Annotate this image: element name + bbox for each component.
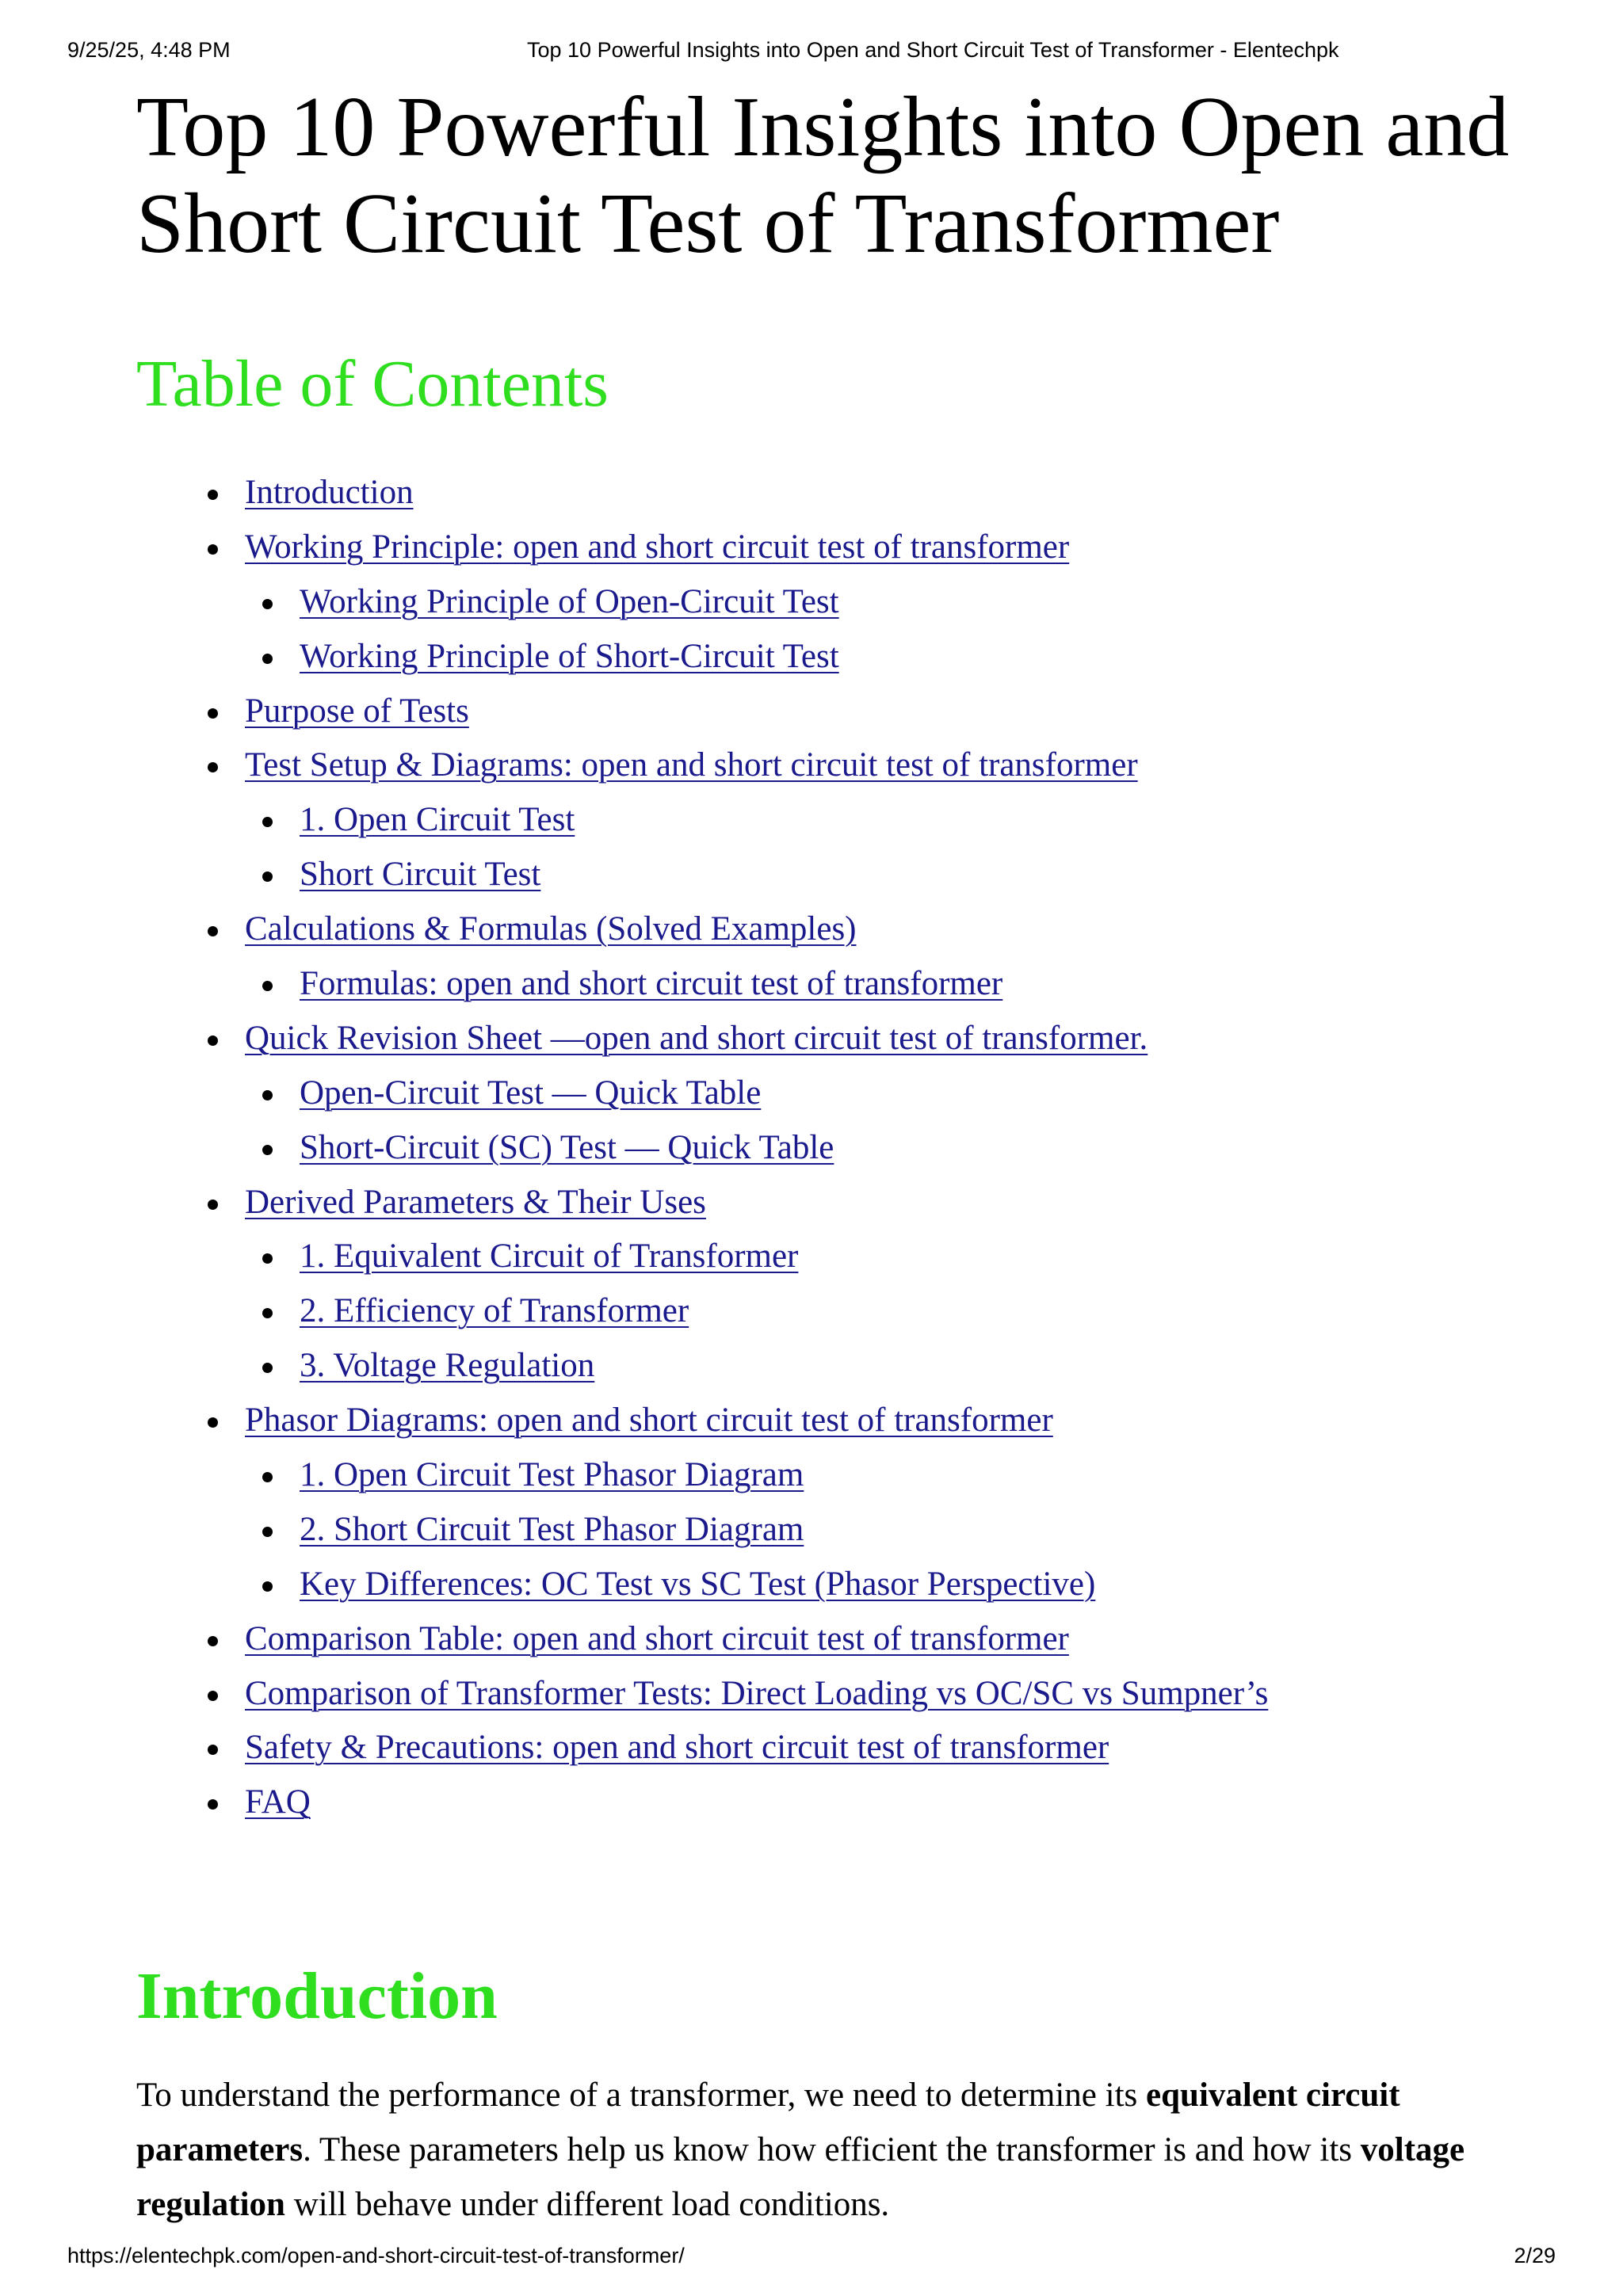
toc-link-short-circuit-test[interactable]: Short Circuit Test — [300, 856, 541, 894]
toc-item — [136, 793, 1515, 848]
toc-item — [136, 738, 1515, 793]
toc-item — [136, 1721, 1515, 1775]
toc-heading: Table of Contents — [136, 347, 609, 421]
toc-item — [136, 1667, 1515, 1722]
toc-item — [136, 685, 1515, 739]
table-of-contents — [136, 466, 1515, 1830]
intro-text-2: . These parameters help us know how efficient the transformer is and how its — [303, 2131, 1361, 2168]
toc-link-working-principle-oc[interactable]: Working Principle of Open-Circuit Test — [300, 582, 839, 620]
toc-link-comparison-tests[interactable]: Comparison of Transformer Tests: Direct Loading vs OC/SC vs Sumpner’s — [245, 1674, 1269, 1712]
print-doc-title: Top 10 Powerful Insights into Open and Short Circuit Test of Transformer - Elentechpk — [527, 38, 1339, 62]
introduction-paragraph — [136, 2068, 1515, 2232]
toc-item — [136, 1394, 1515, 1448]
toc-link-quick-revision[interactable]: Quick Revision Sheet —open and short circuit test of transformer. — [245, 1019, 1148, 1057]
toc-link-calculations[interactable]: Calculations & Formulas (Solved Examples) — [245, 910, 857, 948]
toc-link-working-principle[interactable]: Working Principle: open and short circuit test of transformer — [245, 528, 1070, 566]
introduction-heading: Introduction — [136, 1959, 498, 2033]
toc-item — [136, 1284, 1515, 1339]
toc-link-oc-quick-table[interactable]: Open-Circuit Test — Quick Table — [300, 1074, 762, 1112]
page-title-line-1: Top 10 Powerful Insights into Open and — [136, 80, 1510, 174]
toc-link-sc-phasor[interactable]: 2. Short Circuit Test Phasor Diagram — [300, 1510, 804, 1548]
page-title — [136, 79, 1515, 273]
toc-item — [136, 1339, 1515, 1394]
article-content — [136, 79, 1515, 2223]
toc-link-working-principle-sc[interactable]: Working Principle of Short-Circuit Test — [300, 637, 839, 675]
print-datetime: 9/25/25, 4:48 PM — [67, 38, 231, 62]
toc-link-open-circuit-test[interactable]: 1. Open Circuit Test — [300, 801, 575, 839]
page-title-line-2: Short Circuit Test of Transformer — [136, 177, 1280, 271]
toc-item — [136, 1775, 1515, 1830]
toc-link-voltage-regulation[interactable]: 3. Voltage Regulation — [300, 1347, 595, 1385]
toc-link-derived-parameters[interactable]: Derived Parameters & Their Uses — [245, 1183, 706, 1221]
toc-item — [136, 902, 1515, 957]
toc-item — [136, 1612, 1515, 1667]
print-footer — [67, 2244, 1556, 2275]
intro-bold-2: voltage regulation — [136, 2131, 1465, 2223]
toc-item — [136, 1230, 1515, 1284]
page-number: 2/29 — [1514, 2244, 1556, 2267]
toc-link-phasor-diagrams[interactable]: Phasor Diagrams: open and short circuit test of transformer — [245, 1402, 1053, 1440]
toc-item — [136, 630, 1515, 685]
toc-link-key-differences[interactable]: Key Differences: OC Test vs SC Test (Phasor Perspective) — [300, 1565, 1096, 1603]
print-header — [67, 38, 1556, 70]
toc-link-sc-quick-table[interactable]: Short-Circuit (SC) Test — Quick Table — [300, 1128, 834, 1166]
toc-item — [136, 1558, 1515, 1612]
toc-item — [136, 1066, 1515, 1121]
toc-link-efficiency[interactable]: 2. Efficiency of Transformer — [300, 1292, 689, 1330]
print-url: https://elentechpk.com/open-and-short-circuit-test-of-transformer/ — [67, 2244, 685, 2267]
toc-link-formulas[interactable]: Formulas: open and short circuit test of transformer — [300, 965, 1003, 1003]
intro-bold-1: equivalent circuit parameters — [136, 2077, 1400, 2168]
toc-item — [136, 1012, 1515, 1066]
toc-item — [136, 521, 1515, 575]
toc-link-equivalent-circuit[interactable]: 1. Equivalent Circuit of Transformer — [300, 1238, 799, 1276]
toc-link-oc-phasor[interactable]: 1. Open Circuit Test Phasor Diagram — [300, 1456, 804, 1494]
toc-item — [136, 575, 1515, 630]
toc-item — [136, 466, 1515, 521]
toc-link-safety[interactable]: Safety & Precautions: open and short circuit test of transformer — [245, 1729, 1109, 1767]
toc-link-test-setup[interactable]: Test Setup & Diagrams: open and short circuit test of transformer — [245, 746, 1138, 784]
toc-item — [136, 1176, 1515, 1230]
toc-link-faq[interactable]: FAQ — [245, 1783, 311, 1821]
toc-item — [136, 1121, 1515, 1176]
toc-item — [136, 1503, 1515, 1558]
toc-item — [136, 957, 1515, 1012]
intro-text-3: will behave under different load conditions. — [285, 2186, 890, 2223]
toc-link-purpose[interactable]: Purpose of Tests — [245, 692, 469, 730]
toc-link-comparison-table[interactable]: Comparison Table: open and short circuit test of transformer — [245, 1619, 1069, 1657]
toc-item — [136, 1448, 1515, 1503]
toc-link-introduction[interactable]: Introduction — [245, 474, 414, 511]
intro-text-1: To understand the performance of a transformer, we need to determine its — [136, 2077, 1147, 2114]
toc-item — [136, 848, 1515, 902]
